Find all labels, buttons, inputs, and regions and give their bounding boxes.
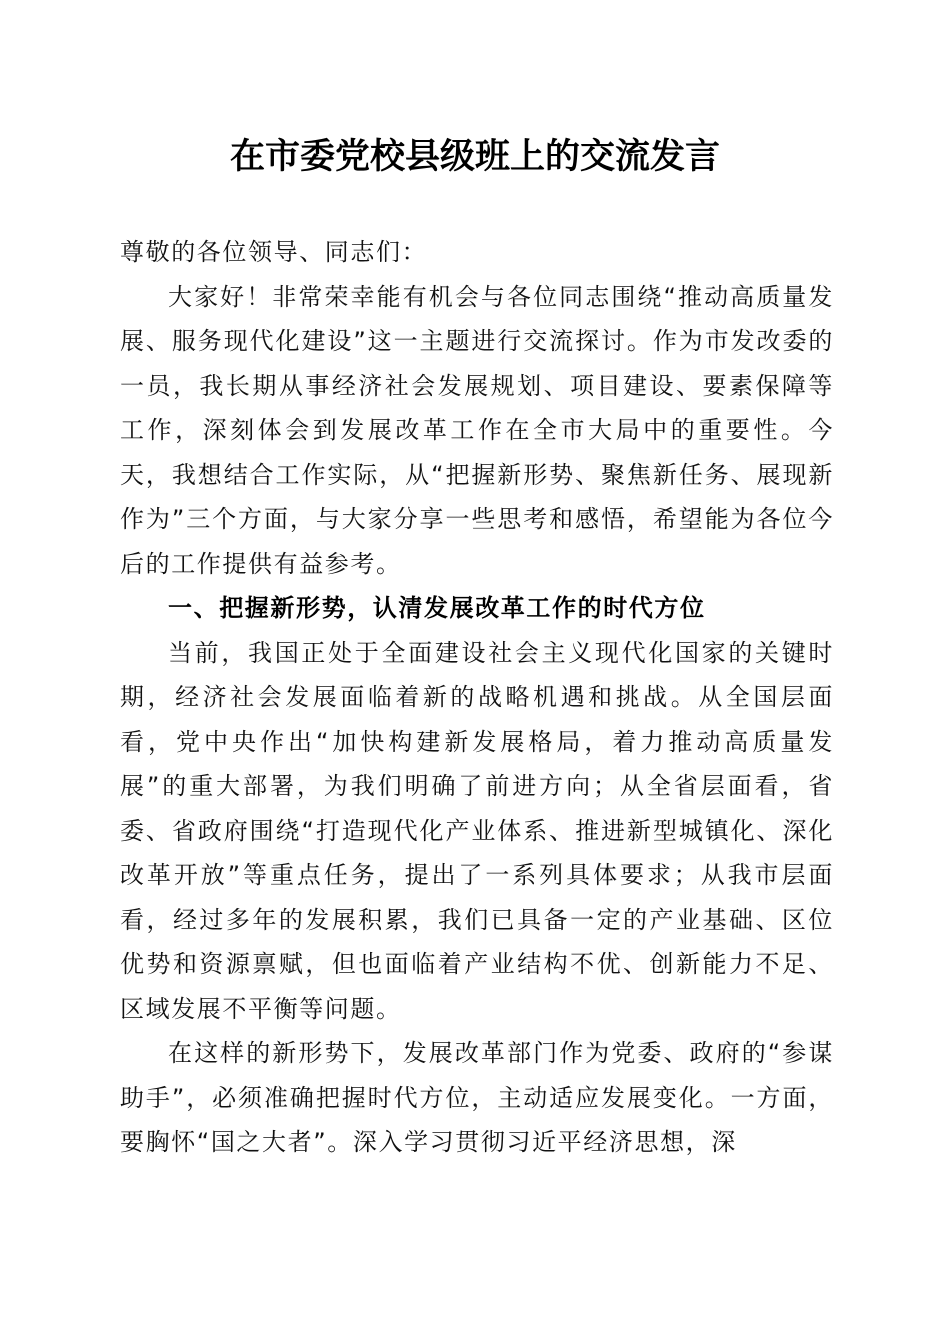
section-1-paragraph-1: 当前，我国正处于全面建设社会主义现代化国家的关键时期，经济社会发展面临着新的战略机遇和挑战。从全国层面看，党中央作出“加快构建新发展格局，着力推动高质量发展”的重大部署，为我们明确了前进方向；从全省层面看，省委、省政府围绕“打造现代化产业体系、推进新型城镇化、深化改革开放”等重点任务，提出了一系列具体要求；从我市层面看，经过多年的发展积累，我们已具备一定的产业基础、区位优势和资源禀赋，但也面临着产业结构不优、创新能力不足、区域发展不平衡等问题。 bbox=[120, 638, 834, 1023]
salutation: 尊敬的各位领导、同志们： bbox=[120, 238, 428, 266]
document-body bbox=[120, 230, 834, 1165]
document-title: 在市委党校县级班上的交流发言 bbox=[229, 136, 720, 177]
section-1-paragraph-2: 在这样的新形势下，发展改革部门作为党委、政府的“参谋助手”，必须准确把握时代方位，主动适应发展变化。一方面，要胸怀“国之大者”。深入学习贯彻习近平经济思想，深 bbox=[120, 1039, 834, 1156]
section-1-heading: 一、把握新形势，认清发展改革工作的时代方位 bbox=[168, 594, 706, 622]
intro-paragraph: 大家好！非常荣幸能有机会与各位同志围绕“推动高质量发展、服务现代化建设”这一主题进行交流探讨。作为市发改委的一员，我长期从事经济社会发展规划、项目建设、要素保障等工作，深刻体会到发展改革工作在全市大局中的重要性。今天，我想结合工作实际，从“把握新形势、聚焦新任务、展现新作为”三个方面，与大家分享一些思考和感悟，希望能为各位今后的工作提供有益参考。 bbox=[120, 282, 834, 578]
